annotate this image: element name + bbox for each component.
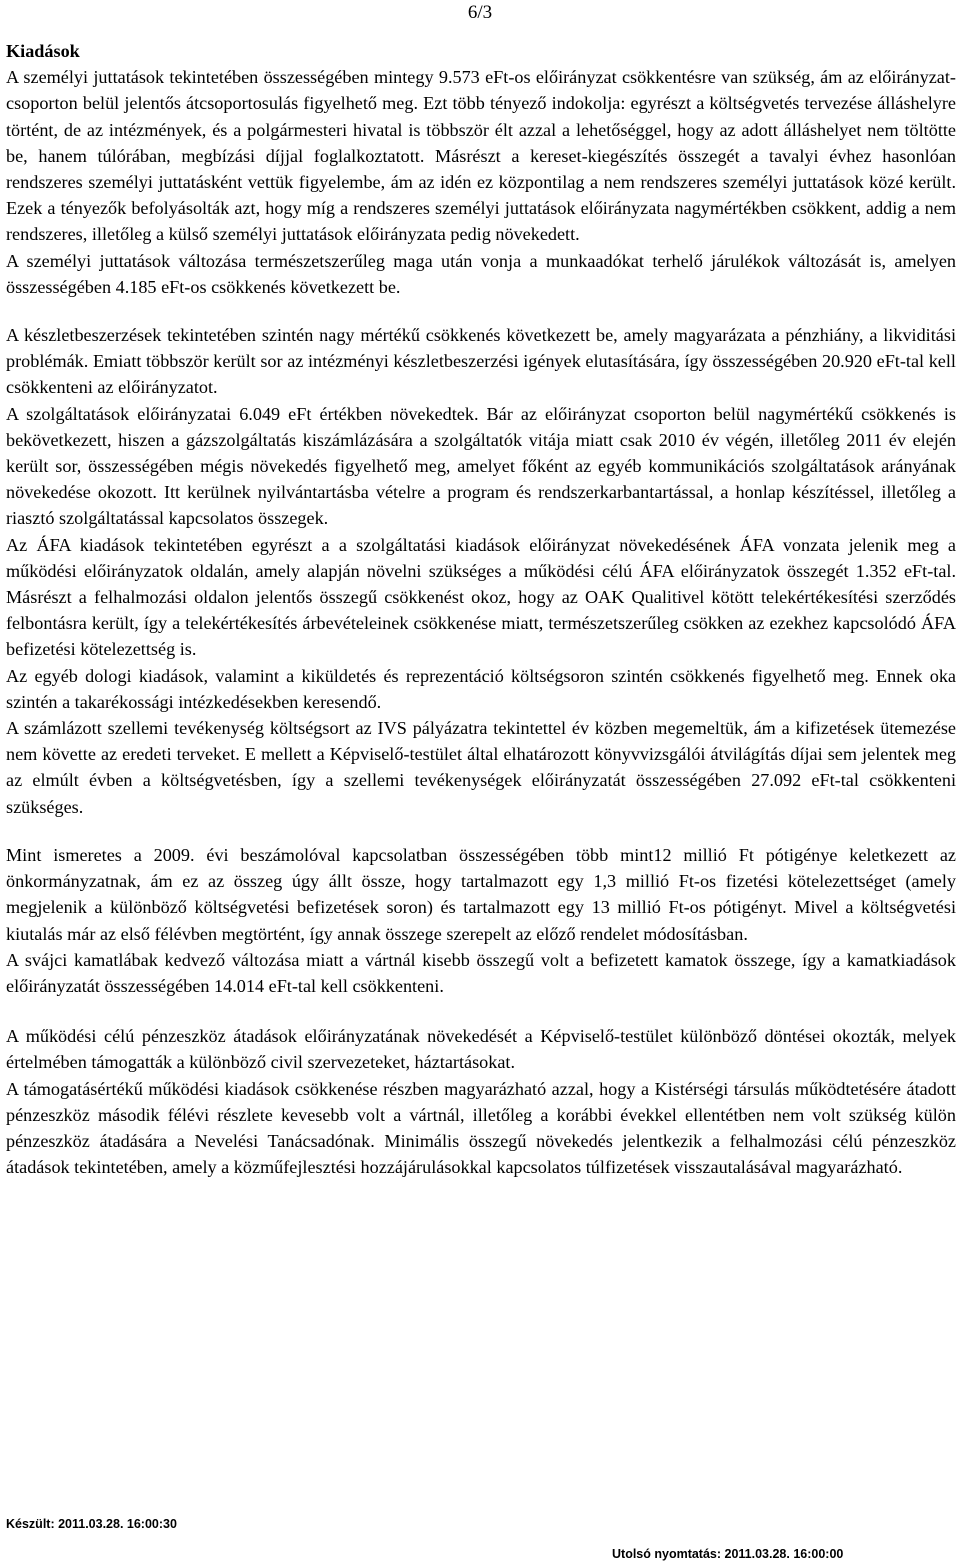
footer-printed: Utolsó nyomtatás: 2011.03.28. 16:00:00	[612, 1547, 844, 1561]
paragraph-personal-benefits: A személyi juttatások tekintetében összességében mintegy 9.573 eFt-os előirányzat csökkentésre van szükség, ám az előirányzat-csoporton belül jelentős átcsoportosulás figyelhető meg. Ezt több tényező indokolja: egyrészt a költségvetés tervezése álláshelyre történt, de az intézmények, és a polgármesteri hivatal is többször élt azzal a lehetőséggel, hogy az adott álláshelyet nem töltötte be, hanem túlórában, megbízási díjjal foglalkoztatott. Másrészt a kereset-kiegészítés összegét a tavalyi évhez hasonlóan rendszeres személyi juttatásként vettük figyelembe, ám az idén ez központilag a nem rendszeres személyi juttatások közé került. Ezek a tényezők befolyásolták azt, hogy míg a rendszeres személyi juttatások előirányzata nagymértékben csökkent, addig a nem rendszeres, illetőleg a külső személyi juttatások előirányzata pedig növekedett.	[6, 67, 956, 245]
footer-created: Készült: 2011.03.28. 16:00:30	[6, 1517, 177, 1531]
paragraph-support-value-expenses: A támogatásértékű működési kiadások csökkenése részben magyarázható azzal, hogy a Kistérségi társulás működtetésére átadott pénzeszköz második félévi részlete kevesebb volt a vártnál, illetőleg a korábbi évekkel ellentétben nem volt szükség külön pénzeszköz átadására a Nevelési Tanácsadónak. Minimális összegű növekedés jelentkezik a felhalmozási célú pénzeszköz átadások tekintetében, amely a közműfejlesztési hozzájárulásokkal kapcsolatos túlfizetések visszautalásával magyarázható.	[6, 1078, 956, 1178]
page-number: 6/3	[467, 2, 493, 23]
paragraph-contributions: A személyi juttatások változása természetszerűleg maga után vonja a munkaadókat terhelő járulékok változását is, amelyen összességében 4.185 eFt-os csökkenés következett be.	[6, 250, 956, 297]
paragraph-other-material: Az egyéb dologi kiadások, valamint a kiküldetés és reprezentáció költségsoron szintén csökkenés figyelhető meg. Ennek oka szintén a takarékossági intézkedésekben keresendő.	[6, 665, 956, 712]
paragraph-services: A szolgáltatások előirányzatai 6.049 eFt értékben növekedtek. Bár az előirányzat csoporton belül nagymértékű csökkenés is bekövetkezett, hiszen a gázszolgáltatás kiszámlázására a szolgáltatók vitája miatt csak 2010 év végén, illetőleg 2011 év elején került sor, összességében mégis növekedés figyelhető meg, amelyet főként az egyéb kommunikációs szolgáltatások arányának növekedése okozott. Itt kerülnek nyilvántartásba vételre a program és rendszerkarbantartással, a honlap készítéssel, illetőleg a riasztó szolgáltatással kapcsolatos összegek.	[6, 403, 956, 529]
paragraph-intellectual-activity: A számlázott szellemi tevékenység költségsort az IVS pályázatra tekintettel év közben megemeltük, ám a kifizetések ütemezése nem követte az eredeti terveket. E mellett a Képviselő-testület által elhatározott könyvvizsgálói átvilágítás díjai sem jelentek meg az elmúlt évben a költségvetésben, így a szellemi tevékenységek előirányzatát összességében 27.092 eFt-tal csökkenteni szükséges.	[6, 718, 956, 817]
paragraph-operating-transfers: A működési célú pénzeszköz átadások előirányzatának növekedését a Képviselő-testület különböző döntései okozták, melyek értelmében támogatták a különböző civil szervezeteket, háztartásokat.	[6, 1026, 956, 1073]
paragraph-2009-report: Mint ismeretes a 2009. évi beszámolóval kapcsolatban összességében több mint12 millió Ft pótigénye keletkezett az önkormányzatnak, ám ez az összeg úgy állt össze, hogy tartalmazott egy 1,3 millió Ft-os fizetési kötelezettséget (amely megjelenik a különböző költségvetési befizetések soron) és tartalmazott egy 13 millió Ft-os pótigényt. Mivel a költségvetési kiutalás már az első félévben megtörtént, így annak összege szerepelt az előző rendelet módosításban.	[6, 844, 956, 944]
paragraph-swiss-interest: A svájci kamatlábak kedvező változása miatt a vártnál kisebb összegű volt a befizetett kamatok összege, így a kamatkiadások előirányzatát összességében 14.014 eFt-tal kell csökkenteni.	[6, 949, 956, 996]
document-body	[6, 38, 956, 1180]
paragraph-vat: Az ÁFA kiadások tekintetében egyrészt a a szolgáltatási kiadások előirányzat növekedésének ÁFA vonzata jelenik meg a működési előirányzatok oldalán, amely alapján növelni szükséges a működési célú ÁFA előirányzatok összegét 1.352 eFt-tal. Másrészt a felhalmozási oldalon jelentős összegű csökkenést okoz, hogy az OAK Qualitivel kötött telekértékesítési szerződés felbontásra került, így a telekértékesítés árbevételeinek csökkenése miatt, természetszerűleg csökken az ezekhez kapcsolódó ÁFA befizetési kötelezettség is.	[6, 534, 956, 660]
paragraph-inventory-purchases: A készletbeszerzések tekintetében szintén nagy mértékű csökkenés következett be, amely magyarázata a pénzhiány, a likviditási problémák. Emiatt többször került sor az intézményi készletbeszerzési igények elutasítására, így összességében 20.920 eFt-tal kell csökkenteni az előirányzatot.	[6, 325, 956, 398]
section-title: Kiadások	[6, 41, 80, 61]
